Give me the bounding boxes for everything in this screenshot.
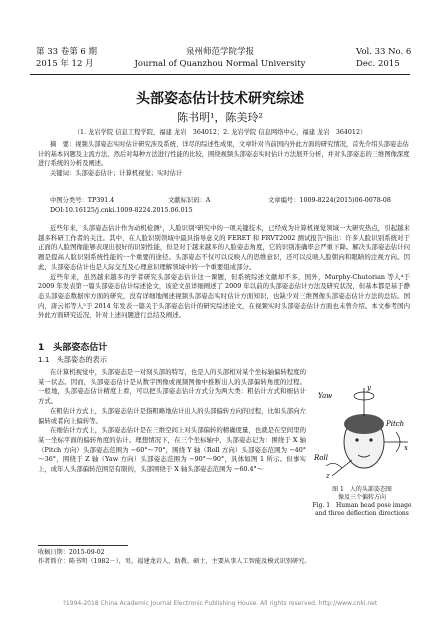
body-paragraph: 在粗估计方式上，头部姿态估计是指粗略地估计出人的头部偏转方向的过程，比如头部向左偏转或者向上偏转等。 bbox=[38, 406, 306, 425]
section-heading: 1 头部姿态估计 bbox=[38, 343, 108, 353]
volume-issue bbox=[36, 46, 97, 70]
date-en: Dec. 2015 bbox=[356, 59, 400, 69]
article-meta bbox=[38, 196, 410, 215]
journal-name-en: Journal of Quanzhou Normal University bbox=[134, 59, 306, 69]
body-paragraph: 在细估计方式上，头部姿态估计是在三维空间上对头部偏转的精确度量，也就是在空间里的某一坐标平面的偏转角度的估计。理想情况下，在三个坐标轴中，头部姿态记为：围绕于 X 轴（Pitch 方向）头部姿态范围为 −60°～70°，围绕 Y 轴（Roll 方向）头部姿态范围为 −40°～36°，围绕于 Z 轴（Yaw 方向）头部姿态范围为 −90°～90°，具体如图 1 所示。但事实上，成年人头部偏转范围是有限的，头部围绕于 X 轴头部姿态范围为 −60.4°～ bbox=[38, 426, 306, 474]
yaw-label: Yaw bbox=[318, 392, 333, 400]
roll-arc bbox=[326, 463, 342, 468]
intro-paragraph: 近些年来，虽然越来越多的学者研究头部姿态估计这一课题，但系统综述文献却不多，国外，Murphy-Chutorian 等人⁴于 2009 年发表第一篇头部姿态估计综述论文，该论文虽详细阐述了 2009 年以前的头部姿态估计方法及研究状况，但基本都是基于静态头部姿态数据库方面的研究，没有详细地阐述视频头部姿态实时估计方面知识，也缺少对三维图像头部姿态估计方法的总结。国内，唐云祁等人⁵于 2014 年发表一篇关于头部姿态估计的研究综述论文，在视频实时头部姿态估计方面也未曾介绍。本文参考国内外此方面研究近况，针对上述问题进行总结及阐述。 bbox=[38, 272, 410, 320]
x-label: x bbox=[404, 444, 408, 452]
author-bio: 作者简介：陈书明（1982－），男，福建龙岩人，助教、硕士，主要从事人工智能及模式识别研究。 bbox=[38, 558, 311, 565]
head-pose-figure bbox=[312, 380, 412, 480]
volume-en: Vol. 33 No. 6 bbox=[356, 47, 412, 57]
left-eye bbox=[355, 438, 358, 441]
pitch-label: Pitch bbox=[386, 420, 405, 428]
caption-en-line2: and three deflection directions bbox=[315, 510, 409, 517]
clc-number: 中图分类号：TP391.4 bbox=[50, 197, 115, 204]
caption-en-line1: Fig. 1 Human head pose image bbox=[312, 502, 412, 509]
volume-issue-en bbox=[356, 46, 411, 70]
abstract-block bbox=[38, 140, 410, 178]
y-label: y bbox=[367, 384, 371, 392]
abstract: 摘 要：视频头部姿态实时估计研究涉及系统、详尽的综述性成果，文章针对当前国内外此方面的研究情况，首先介绍头部姿态估计的基本问题及主流方法，然后对每种方法进行性能的比较，围绕视频头部姿态实时估计方法展开分析，并对头部姿态的三维图像深度进行系统的分析及阐述。 bbox=[38, 141, 410, 167]
doc-code: 文献标识码：A bbox=[168, 197, 211, 204]
volume-issue-cn: 第 33 卷第 6 期 bbox=[36, 47, 98, 57]
intro-paragraph: 近些年来，头部姿态估计作为动机检测¹，人脸识别²研究中的一项关键技术，已经成为计算机视觉领域一大研究热点，引起越来越多科研工作者的关注。其中，在人脸识别领域中最具指导意义的 FERET 和 FRVT2002 测试报告³指出：许多人脸识别系统对于正面的人脸图像能够表现出很好的识别性能，但是对于越来越多的人脸姿态角度，它的识别准确率会严重下降。解决头部姿态估计问题是提高人脸识别系统性能的一个重要的途径。头部姿态不仅可以反映人的思维意识，还可以反映人脸朝向和眼睛的注视方向。因此，头部姿态估计也是人际交互及心理意识理解领域中的一个重要组成部分。 bbox=[38, 224, 410, 271]
running-header bbox=[0, 0, 440, 78]
footnote bbox=[38, 548, 410, 566]
caption-cn-line2: 像及三个偏转方向 bbox=[337, 494, 386, 501]
roll-label: Roll bbox=[314, 454, 328, 462]
header-rule bbox=[30, 74, 410, 75]
paper-authors: 陈书明¹，陈美玲² bbox=[177, 111, 263, 124]
footnote-rule bbox=[38, 545, 128, 546]
right-eye bbox=[369, 438, 372, 441]
affiliation: （1. 龙岩学院 信息工程学院，福建 龙岩 364012；2. 龙岩学院 信息网络中心，福建 龙岩 364012） bbox=[73, 129, 367, 136]
body-paragraph: 在计算机视觉中，头部姿态是一对刻头部的特写，也是人的头部相对某个坐标轴偏转程度的某一状态。因而，头部姿态估计是从数字图像或视频图像中推断出人的头部偏转角度的过程。一般地，头部姿态估计精度上看，可以把头部姿态估计方式分为两大类：粗估计方式和细估计方式。 bbox=[38, 368, 306, 406]
received-date: 收稿日期：2015-09-02 bbox=[38, 549, 105, 556]
article-number: 文章编号：1009-8224(2015)06-0078-08 bbox=[268, 197, 391, 204]
hair bbox=[344, 414, 384, 434]
doi: DOI:10.16125/j.cnki.1009-8224.2015.06.015 bbox=[50, 206, 193, 214]
copyright-footer: ?1994-2018 China Academic Journal Electronic Publishing House. All rights reserved. http://www.cnki.net bbox=[62, 600, 378, 607]
journal-name-cn: 泉州师范学院学报 bbox=[185, 47, 254, 57]
introduction bbox=[38, 224, 410, 321]
z-label: z bbox=[326, 472, 330, 480]
date-cn: 2015 年 12 月 bbox=[36, 59, 94, 69]
paper-title: 头部姿态估计技术研究综述 bbox=[136, 91, 304, 107]
keywords: 关键词：头部姿态估计；计算机视觉；实时估计 bbox=[50, 169, 183, 177]
subsection-heading: 1.1 头部姿态的表示 bbox=[38, 355, 107, 364]
caption-cn-line1: 图 1 人的头部姿态图 bbox=[332, 486, 392, 493]
figure-caption bbox=[308, 486, 416, 518]
journal-name bbox=[130, 46, 310, 70]
section-body bbox=[38, 368, 306, 475]
